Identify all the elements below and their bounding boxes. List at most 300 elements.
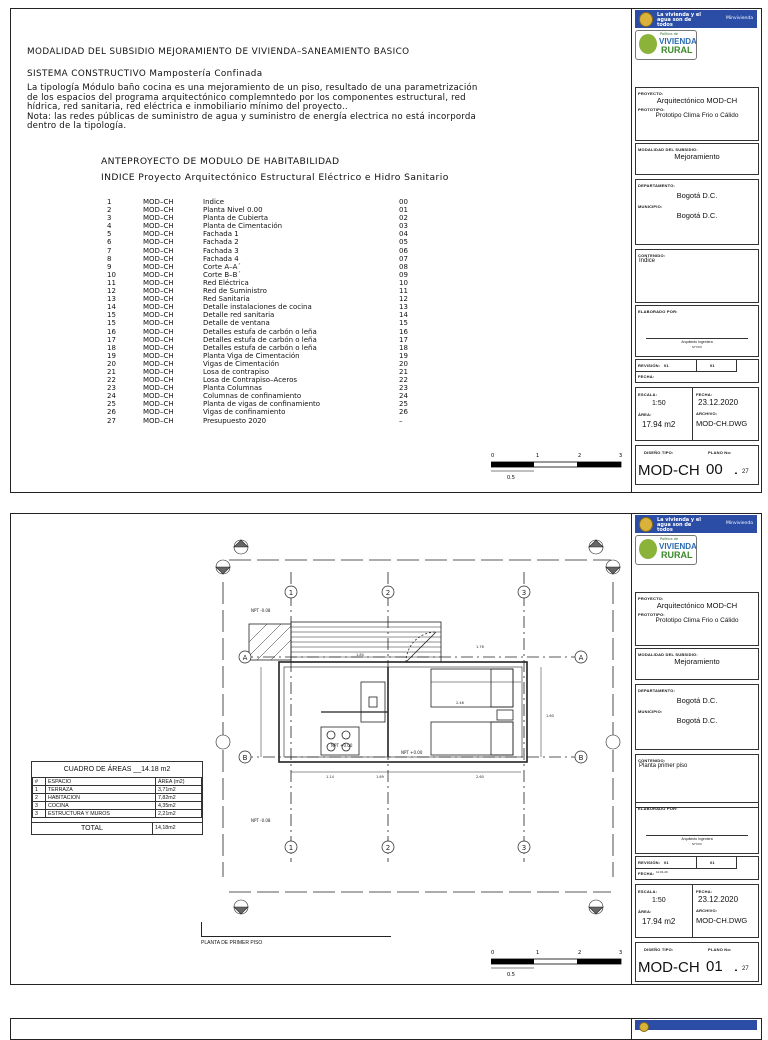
index-name: Columnas de confinamiento <box>203 392 302 401</box>
index-name: Corte B–B´ <box>203 270 241 279</box>
department-label: DEPARTAMENTO: <box>638 183 676 188</box>
file-label: ARCHIVO: <box>696 908 718 913</box>
axis-bubble: A <box>578 654 584 662</box>
header-banner <box>635 1020 757 1030</box>
index-name: Planta Columnas <box>203 384 262 393</box>
drawing-area <box>11 1019 632 1039</box>
areas-table <box>31 761 203 835</box>
document-title: MODALIDAD DEL SUBSIDIO MEJORAMIENTO DE VIVIENDA–SANEAMIENTO BASICO <box>27 47 410 57</box>
areas-header-cell: # <box>33 778 46 786</box>
ministry-label: Minvivienda <box>725 16 753 21</box>
index-code: MOD–CH <box>143 400 174 409</box>
index-code: MOD–CH <box>143 246 174 255</box>
file-value: MOD-CH.DWG <box>696 419 748 428</box>
logo-emblem-icon <box>639 539 657 559</box>
scale-bar <box>491 449 631 485</box>
axis-bubble: 1 <box>288 844 294 852</box>
areas-header-cell: ÁREA (m2) <box>156 778 202 786</box>
scale-tick-label: 0.5 <box>507 475 515 481</box>
author-label: ELABORADO POR: <box>638 806 678 811</box>
index-name: Fachada 2 <box>203 238 239 247</box>
index-sheet: 24 <box>399 392 408 401</box>
index-number: 16 <box>107 327 116 336</box>
index-sheet: 11 <box>399 287 408 296</box>
scale-tick-label: 1 <box>536 950 540 956</box>
index-code: MOD–CH <box>143 295 174 304</box>
project-box <box>635 87 759 141</box>
colombia-seal-icon <box>639 12 653 27</box>
index-code: MOD–CH <box>143 270 174 279</box>
department-value: Bogotá D.C. <box>676 191 718 200</box>
index-code: MOD–CH <box>143 311 174 320</box>
scale-tick-label: 3 <box>619 950 623 956</box>
index-code: MOD–CH <box>143 408 174 417</box>
modality-label: MODALIDAD DEL SUBSIDIO: <box>638 147 698 152</box>
index-sheet: 01 <box>399 206 408 215</box>
drawing-area <box>11 9 632 492</box>
project-box <box>635 592 759 646</box>
index-code: MOD–CH <box>143 222 174 231</box>
scale-value: 1:50 <box>652 400 666 407</box>
author-name: Arquitecto Ingeniera <box>681 837 713 841</box>
index-name: Planta Nivel 0.00 <box>203 206 263 215</box>
index-sheet: 13 <box>399 303 408 312</box>
index-code: MOD–CH <box>143 376 174 385</box>
revision-number: 01 <box>710 363 715 368</box>
index-number: 2 <box>107 206 112 215</box>
index-sheet: 12 <box>399 295 408 304</box>
logo-caption: Política de <box>660 32 678 36</box>
municipality-value: Bogotá D.C. <box>676 211 718 220</box>
scale-label: ESCALA: <box>638 889 658 894</box>
dimension-label: 1.60 <box>546 714 554 718</box>
logo-word-rural: RURAL <box>661 550 693 560</box>
drawing-area <box>11 514 632 984</box>
index-number: 15 <box>107 311 116 320</box>
revision-box <box>635 856 759 880</box>
colombia-seal-icon <box>639 517 653 532</box>
project-value: Arquitectónico MOD-CH <box>656 601 738 610</box>
index-code: MOD–CH <box>143 238 174 247</box>
modality-box <box>635 143 759 175</box>
scale-tick-label: 3 <box>619 453 623 459</box>
scale-tick-label: 0.5 <box>507 972 515 978</box>
index-code: MOD–CH <box>143 384 174 393</box>
index-sheet: 23 <box>399 384 408 393</box>
index-code: MOD–CH <box>143 359 174 368</box>
index-name: Detalle red sanitaria <box>203 311 275 320</box>
sheet-number: 01 <box>706 958 723 975</box>
modality-value: Mejoramiento <box>674 657 720 666</box>
index-code: MOD–CH <box>143 343 174 352</box>
dimension-label: 1.76 <box>476 645 484 649</box>
index-sheet: 19 <box>399 351 408 360</box>
index-code: MOD–CH <box>143 230 174 239</box>
index-number: 26 <box>107 408 116 417</box>
author-box <box>635 305 759 357</box>
sheet-number-label: PLANO No: <box>708 947 732 952</box>
sheet-code: MOD-CH <box>638 462 700 479</box>
index-name: Planta de Cimentación <box>203 222 283 231</box>
author-name: Arquitecto Ingeniera <box>681 340 713 344</box>
index-number: 10 <box>107 270 116 279</box>
anteproyecto-heading: ANTEPROYECTO DE MODULO DE HABITABILIDAD <box>101 156 340 167</box>
dimension-label: 2.46 <box>456 701 464 705</box>
sheet-number: 00 <box>706 461 723 478</box>
logo-word-vivienda: VIVIENDA <box>659 37 697 46</box>
scale-label: ESCALA: <box>638 392 658 397</box>
project-label: PROYECTO: <box>638 596 664 601</box>
prototype-label: PROTOTIPO: <box>638 612 665 617</box>
index-number: 23 <box>107 384 116 393</box>
index-code: MOD–CH <box>143 214 174 223</box>
index-name: Losa de contrapiso <box>203 367 269 376</box>
areas-total-value: 14,18m2 <box>152 823 202 834</box>
revision-box <box>635 359 759 383</box>
index-name: Red Sanitaria <box>203 295 250 304</box>
index-sheet: 26 <box>399 408 408 417</box>
index-sheet: 14 <box>399 311 408 320</box>
index-number: 8 <box>107 254 112 263</box>
plan-label-tick <box>201 922 202 936</box>
index-code: MOD–CH <box>143 327 174 336</box>
title-block <box>633 9 761 492</box>
banner-slogan: La vivienda y el agua son de todos <box>657 12 701 28</box>
index-name: Indice <box>203 198 225 206</box>
areas-header-cell: ESPACIO <box>46 778 156 786</box>
areas-cell: ESTRUCTURA Y MUROS <box>46 810 156 818</box>
index-code: MOD–CH <box>143 262 174 271</box>
index-sheet: 21 <box>399 367 408 376</box>
dimension-label: 2.60 <box>476 775 484 779</box>
logo-caption: Política de <box>660 537 678 541</box>
prototype-value: Prototipo Clima Frio o Cálido <box>655 112 739 119</box>
index-sheet: 10 <box>399 278 408 287</box>
index-code: MOD–CH <box>143 351 174 360</box>
title-block <box>633 1019 761 1039</box>
index-number: 6 <box>107 238 112 247</box>
areas-cell: 3 <box>33 810 46 818</box>
index-sheet: 25 <box>399 400 408 409</box>
index-code: MOD–CH <box>143 319 174 328</box>
index-number: 19 <box>107 351 116 360</box>
level-marker: NPT +0.00 <box>331 743 353 748</box>
areas-cell: 2 <box>33 794 46 802</box>
index-sheet: 17 <box>399 335 408 344</box>
index-name: Detalles estufa de carbón o leña <box>203 327 317 336</box>
author-license: M°XXX <box>692 345 702 349</box>
axis-bubble: 2 <box>385 844 391 852</box>
index-code: MOD–CH <box>143 416 174 425</box>
index-number: 13 <box>107 295 116 304</box>
areas-row <box>33 802 202 810</box>
areas-cell: 2,21m2 <box>156 810 202 818</box>
index-name: Fachada 4 <box>203 254 239 263</box>
index-sheet: 15 <box>399 319 408 328</box>
areas-cell: HABITACION <box>46 794 156 802</box>
index-name: Corte A–A´ <box>203 262 241 271</box>
level-marker: NPT -0.08 <box>251 608 271 613</box>
index-code: MOD–CH <box>143 278 174 287</box>
header-banner <box>635 10 757 28</box>
index-code: MOD–CH <box>143 392 174 401</box>
areas-cell: 3,71m2 <box>156 786 202 794</box>
construction-system: SISTEMA CONSTRUCTIVO Mampostería Confinada <box>27 69 263 79</box>
title-block <box>633 514 761 984</box>
author-label: ELABORADO POR: <box>638 309 678 314</box>
scale-value: 1:50 <box>652 897 666 904</box>
index-sheet: 09 <box>399 270 408 279</box>
sheet-number-box <box>635 445 759 485</box>
index-name: Detalles estufa de carbón o leña <box>203 343 317 352</box>
department-label: DEPARTAMENTO: <box>638 688 676 693</box>
index-code: MOD–CH <box>143 303 174 312</box>
index-name: Detalle instalaciones de cocina <box>203 303 312 312</box>
area-value: 17.94 m2 <box>642 917 676 926</box>
municipality-label: MUNICIPIO: <box>638 709 663 714</box>
areas-cell: 7,82m2 <box>156 794 202 802</box>
paragraph-line: Nota: las redes públicas de suministro de agua y suministro de energía electrica no está incorporda <box>27 111 477 122</box>
index-name: Losa de Contrapiso–Aceros <box>203 376 298 385</box>
location-box <box>635 684 759 750</box>
areas-cell: TERRAZA <box>46 786 156 794</box>
index-number: 12 <box>107 287 116 296</box>
dimension-label: 1.69 <box>376 775 384 779</box>
index-sheet: 08 <box>399 262 408 271</box>
index-sheet: 04 <box>399 230 408 239</box>
revision-label: REVISIÓN: <box>638 860 661 865</box>
ministry-label: Minvivienda <box>725 521 753 526</box>
area-label: ÁREA: <box>638 909 652 914</box>
index-name: Detalle de ventana <box>203 319 270 328</box>
index-code: MOD–CH <box>143 198 174 206</box>
index-name: Planta de Cubierta <box>203 214 269 223</box>
scale-tick-label: 1 <box>536 453 540 459</box>
index-number: 21 <box>107 367 116 376</box>
project-value: Arquitectónico MOD-CH <box>656 96 738 105</box>
index-name: Planta de vigas de confinamiento <box>203 400 321 409</box>
areas-row <box>33 786 202 794</box>
content-value: Indice <box>639 258 656 264</box>
date-label: FECHA: <box>638 871 655 876</box>
index-number: 9 <box>107 262 112 271</box>
north-triangle-icon: ▲ <box>734 470 738 475</box>
municipality-value: Bogotá D.C. <box>676 716 718 725</box>
revision-number: 01 <box>710 860 715 865</box>
index-number: 17 <box>107 335 116 344</box>
areas-total-label: TOTAL <box>81 825 103 832</box>
axis-bubble: B <box>242 754 248 762</box>
sheet-index <box>10 8 762 493</box>
plan-label-underline <box>201 936 391 937</box>
banner-slogan: La vivienda y el agua son de todos <box>657 517 701 533</box>
file-label: ARCHIVO: <box>696 411 718 416</box>
revision-value: 01 <box>664 860 669 865</box>
scale-tick-label: 2 <box>578 950 582 956</box>
date-label: FECHA: <box>696 392 713 397</box>
index-name: Planta Viga de Cimentación <box>203 351 300 360</box>
index-name: Fachada 1 <box>203 230 239 239</box>
modality-value: Mejoramiento <box>674 152 720 161</box>
areas-row <box>33 794 202 802</box>
design-type-label: DISEÑO TIPO: <box>644 947 674 952</box>
dimension-label: 1.14 <box>326 775 334 779</box>
content-label: CONTENIDO: <box>638 758 666 763</box>
index-number: 11 <box>107 278 116 287</box>
paragraph-line: hídrica, red sanitaria, red eléctrica e inmobiliario mínimo del proyecto.. <box>27 102 348 113</box>
areas-cell: 4,35m2 <box>156 802 202 810</box>
area-value: 17.94 m2 <box>642 420 676 429</box>
index-name: Vigas de Cimentación <box>203 359 280 368</box>
index-name: Fachada 3 <box>203 246 239 255</box>
index-sheet: 05 <box>399 238 408 247</box>
index-sheet: 07 <box>399 254 408 263</box>
areas-cell: 1 <box>33 786 46 794</box>
areas-cell: COCINA <box>46 802 156 810</box>
municipality-label: MUNICIPIO: <box>638 204 663 209</box>
scale-bar <box>491 946 631 982</box>
department-value: Bogotá D.C. <box>676 696 718 705</box>
content-box <box>635 249 759 303</box>
plan-label: PLANTA DE PRIMER PISO <box>201 940 263 946</box>
north-triangle-icon: ▲ <box>734 967 738 972</box>
index-number: 14 <box>107 303 116 312</box>
index-number: 15 <box>107 319 116 328</box>
sheet-number-label: PLANO No: <box>708 450 732 455</box>
sheet-code: MOD-CH <box>638 959 700 976</box>
axis-bubble: 3 <box>521 589 527 597</box>
index-number: 25 <box>107 400 116 409</box>
index-sheet: 02 <box>399 214 408 223</box>
index-number: 5 <box>107 230 112 239</box>
areas-grid <box>32 777 202 818</box>
indice-heading: INDICE Proyecto Arquitectónico Estructural Eléctrico e Hidro Sanitario <box>101 172 449 183</box>
axis-bubble: 1 <box>288 589 294 597</box>
sheet-next-partial <box>10 1018 762 1040</box>
index-name: Detalles estufa de carbón o leña <box>203 335 317 344</box>
areas-row <box>33 810 202 818</box>
index-sheet: 22 <box>399 376 408 385</box>
file-value: MOD-CH.DWG <box>696 916 748 925</box>
index-sheet: 20 <box>399 359 408 368</box>
design-type-label: DISEÑO TIPO: <box>644 450 674 455</box>
floor-plan-drawing <box>201 532 631 932</box>
index-name: Red de Suministro <box>203 287 267 296</box>
vivienda-rural-logo <box>635 535 697 565</box>
index-number: 7 <box>107 246 112 255</box>
areas-title: CUADRO DE ÁREAS __14.18 m2 <box>63 766 171 773</box>
index-number: 27 <box>107 416 116 425</box>
index-name: Vigas de confinamiento <box>203 408 286 417</box>
content-label: CONTENIDO: <box>638 253 666 258</box>
index-name: Presupuesto 2020 <box>203 416 267 425</box>
details-box <box>635 387 759 441</box>
scale-tick-label: 2 <box>578 453 582 459</box>
scale-tick-label: 0 <box>491 453 495 459</box>
index-number: 4 <box>107 222 112 231</box>
index-number: 24 <box>107 392 116 401</box>
index-code: MOD–CH <box>143 254 174 263</box>
index-code: MOD–CH <box>143 335 174 344</box>
date-value: 23.12.2020 <box>698 895 739 904</box>
vivienda-rural-logo <box>635 30 697 60</box>
date-label: FECHA: <box>638 374 655 379</box>
index-code-column <box>143 198 193 425</box>
logo-word-vivienda: VIVIENDA <box>659 542 697 551</box>
date-value: 23.12.2020 <box>698 398 739 407</box>
index-code: MOD–CH <box>143 206 174 215</box>
sheet-floor-plan <box>10 513 762 985</box>
scale-tick-label: 0 <box>491 950 495 956</box>
level-marker: NPT +0.00 <box>401 750 423 755</box>
area-label: ÁREA: <box>638 412 652 417</box>
author-box <box>635 802 759 854</box>
dimension-label: 1.80 <box>356 653 364 657</box>
index-code: MOD–CH <box>143 287 174 296</box>
axis-bubble: 3 <box>521 844 527 852</box>
index-sheet: 16 <box>399 327 408 336</box>
revision-label: REVISIÓN: <box>638 363 661 368</box>
index-number: 22 <box>107 376 116 385</box>
index-sheet: 06 <box>399 246 408 255</box>
index-sheet: 18 <box>399 343 408 352</box>
axis-bubble: B <box>578 754 584 762</box>
header-banner <box>635 515 757 533</box>
index-sheet: – <box>399 416 403 425</box>
paragraph-line: La tipología Módulo baño cocina es una mejoramiento de un piso, resultado de una parametrización <box>27 83 478 93</box>
index-sheet-column <box>399 198 429 425</box>
areas-header-row <box>33 778 202 786</box>
index-number-column <box>107 198 137 425</box>
author-license: M°XXX <box>692 842 702 846</box>
axis-bubble: 2 <box>385 589 391 597</box>
areas-cell: 3 <box>33 802 46 810</box>
prototype-value: Prototipo Clima Frio o Cálido <box>655 617 739 624</box>
level-marker: NPT -0.08 <box>251 818 271 823</box>
sheet-total: 27 <box>742 469 749 475</box>
date-label: FECHA: <box>696 889 713 894</box>
index-code: MOD–CH <box>143 367 174 376</box>
axis-bubble: A <box>242 654 248 662</box>
logo-emblem-icon <box>639 34 657 54</box>
revision-value: 01 <box>664 363 669 368</box>
project-label: PROYECTO: <box>638 91 664 96</box>
modality-box <box>635 648 759 680</box>
sheet-number-box <box>635 942 759 982</box>
location-box <box>635 179 759 245</box>
index-sheet: 00 <box>399 198 408 206</box>
details-box <box>635 884 759 938</box>
prototype-label: PROTOTIPO: <box>638 107 665 112</box>
areas-total-row <box>32 822 202 834</box>
index-name: Red Eléctrica <box>203 278 249 287</box>
description-paragraph <box>27 84 627 132</box>
modality-label: MODALIDAD DEL SUBSIDIO: <box>638 652 698 657</box>
paragraph-line: dentro de la tipología. <box>27 121 127 132</box>
content-box <box>635 754 759 808</box>
revision-date: 12.01.20 <box>656 870 668 874</box>
sheet-total: 27 <box>742 966 749 972</box>
index-number: 20 <box>107 359 116 368</box>
content-value: Planta primer piso <box>639 763 688 769</box>
index-number: 3 <box>107 214 112 223</box>
logo-word-rural: RURAL <box>661 45 693 55</box>
paragraph-line: de los espacios del programa arquitectónico complemntedo por los componentes estructural, red <box>27 92 466 103</box>
index-name-column <box>203 198 403 425</box>
index-number: 18 <box>107 343 116 352</box>
index-number: 1 <box>107 198 112 206</box>
index-sheet: 03 <box>399 222 408 231</box>
